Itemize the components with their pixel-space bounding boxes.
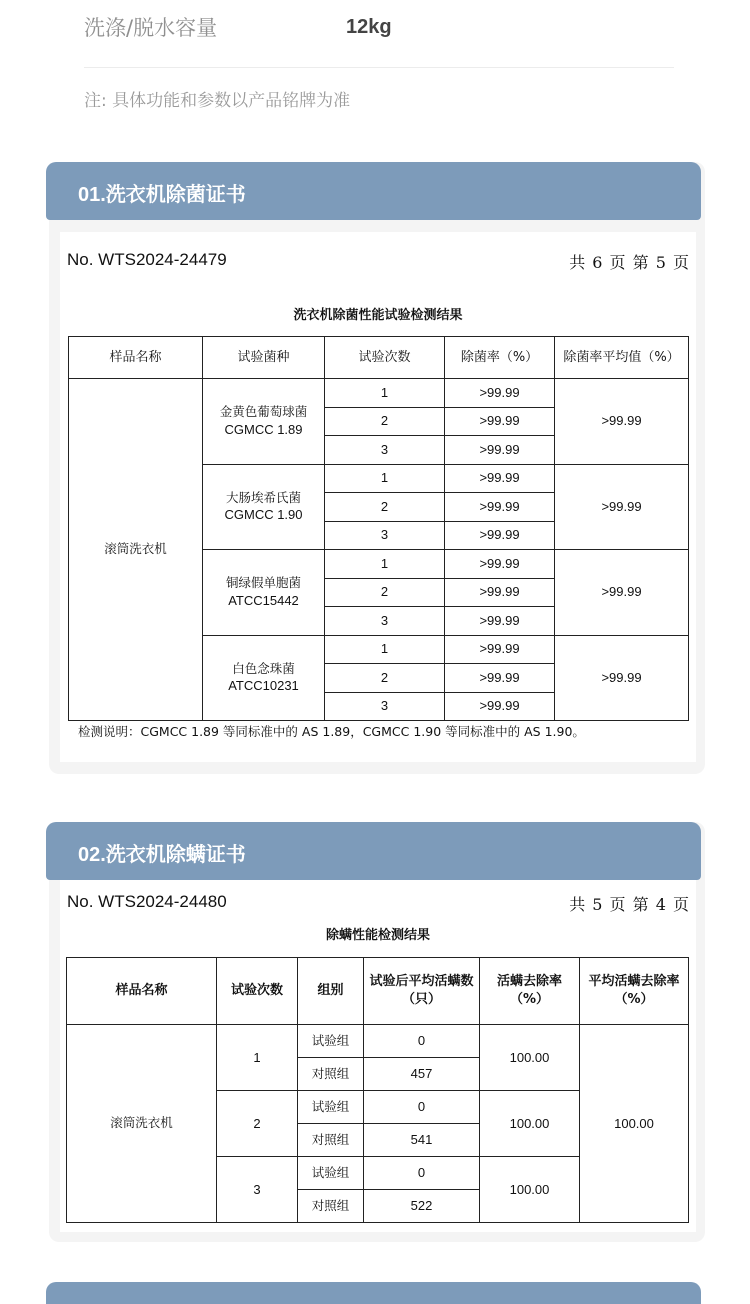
average-rate: >99.99	[555, 379, 689, 465]
column-header: 活螨去除率（%）	[480, 958, 580, 1025]
bacteria-cell	[203, 464, 325, 550]
mite-removal-results-table	[66, 957, 689, 1223]
section-header-title: 02.洗衣机除螨证书	[78, 844, 246, 866]
removal-rate: >99.99	[445, 635, 555, 664]
group-label: 对照组	[298, 1190, 364, 1223]
section-header	[46, 162, 701, 220]
removal-rate: >99.99	[445, 607, 555, 636]
column-header: 试验菌种	[203, 337, 325, 379]
run-number: 1	[325, 464, 445, 493]
capacity-label: 洗涤/脱水容量	[84, 16, 218, 40]
table-footnote: 检测说明：CGMCC 1.89 等同标准中的 AS 1.89，CGMCC 1.90 等同标准中的 AS 1.90。	[78, 724, 585, 739]
run-number: 2	[217, 1091, 298, 1157]
column-header: 除菌率平均值（%）	[555, 337, 689, 379]
certificate-number: No. WTS2024-24480	[67, 892, 227, 911]
bacteria-name: 白色念珠菌	[232, 660, 295, 676]
mite-count: 522	[364, 1190, 480, 1223]
bacteria-name: 大肠埃希氏菌	[225, 489, 301, 505]
sample-name-cell: 滚筒洗衣机	[67, 1025, 217, 1223]
run-number: 3	[325, 692, 445, 721]
removal-rate: >99.99	[445, 379, 555, 408]
table-title: 除螨性能检测结果	[325, 928, 430, 943]
removal-rate: 100.00	[480, 1157, 580, 1223]
column-header: 试验次数	[217, 958, 298, 1025]
bacteria-cell	[203, 635, 325, 721]
table-header-row	[67, 958, 689, 1025]
column-header: 样品名称	[67, 958, 217, 1025]
removal-rate: >99.99	[445, 493, 555, 522]
sample-name-cell: 滚筒洗衣机	[69, 379, 203, 721]
spec-note: 注: 具体功能和参数以产品铭牌为准	[84, 91, 351, 111]
sterilization-certificate-card	[49, 162, 705, 774]
certificate-page-info: 共 6 页 第 5 页	[569, 253, 690, 272]
bacteria-cell	[203, 379, 325, 465]
group-label: 对照组	[298, 1124, 364, 1157]
removal-rate: 100.00	[480, 1025, 580, 1091]
mite-count: 541	[364, 1124, 480, 1157]
average-rate: >99.99	[555, 464, 689, 550]
bacteria-code: ATCC10231	[228, 678, 299, 694]
run-number: 3	[325, 521, 445, 550]
average-rate: >99.99	[555, 550, 689, 636]
removal-rate: >99.99	[445, 578, 555, 607]
average-removal-rate: 100.00	[580, 1025, 689, 1223]
run-number: 3	[325, 607, 445, 636]
bacteria-name: 金黄色葡萄球菌	[219, 404, 308, 420]
removal-rate: >99.99	[445, 521, 555, 550]
column-header: 试验后平均活螨数（只）	[364, 958, 480, 1025]
mite-removal-certificate-card	[49, 822, 705, 1242]
run-number: 2	[325, 664, 445, 693]
removal-rate: >99.99	[445, 464, 555, 493]
table-title: 洗衣机除菌性能试验检测结果	[293, 308, 463, 323]
column-header: 平均活螨去除率（%）	[580, 958, 689, 1025]
bacteria-code: CGMCC 1.90	[224, 507, 303, 523]
run-number: 3	[217, 1157, 298, 1223]
mite-count: 457	[364, 1058, 480, 1091]
capacity-spec-row	[84, 10, 674, 68]
next-section-header	[46, 1282, 701, 1304]
run-number: 2	[325, 407, 445, 436]
section-header-title: 01.洗衣机除菌证书	[78, 184, 246, 206]
bacteria-cell	[203, 550, 325, 636]
group-label: 对照组	[298, 1058, 364, 1091]
table-row	[69, 379, 689, 408]
bacteria-code: ATCC15442	[228, 592, 299, 608]
certificate-page-info: 共 5 页 第 4 页	[569, 895, 690, 914]
removal-rate: >99.99	[445, 550, 555, 579]
certificate-document	[60, 232, 696, 762]
mite-count: 0	[364, 1025, 480, 1058]
column-header: 除菌率（%）	[445, 337, 555, 379]
bacteria-name: 铜绿假单胞菌	[225, 575, 301, 591]
mite-count: 0	[364, 1157, 480, 1190]
run-number: 2	[325, 578, 445, 607]
mite-count: 0	[364, 1091, 480, 1124]
capacity-value: 12kg	[346, 16, 392, 38]
column-header: 样品名称	[69, 337, 203, 379]
group-label: 试验组	[298, 1157, 364, 1190]
removal-rate: >99.99	[445, 692, 555, 721]
removal-rate: >99.99	[445, 407, 555, 436]
column-header: 组别	[298, 958, 364, 1025]
table-header-row	[69, 337, 689, 379]
average-rate: >99.99	[555, 635, 689, 721]
run-number: 3	[325, 436, 445, 465]
section-header	[46, 822, 701, 880]
group-label: 试验组	[298, 1025, 364, 1058]
bacteria-code: CGMCC 1.89	[224, 421, 303, 437]
group-label: 试验组	[298, 1091, 364, 1124]
run-number: 2	[325, 493, 445, 522]
removal-rate: >99.99	[445, 436, 555, 465]
run-number: 1	[217, 1025, 298, 1091]
run-number: 1	[325, 379, 445, 408]
certificate-number: No. WTS2024-24479	[67, 250, 227, 269]
table-row	[67, 1025, 689, 1058]
column-header: 试验次数	[325, 337, 445, 379]
removal-rate: >99.99	[445, 664, 555, 693]
removal-rate: 100.00	[480, 1091, 580, 1157]
sterilization-results-table	[68, 336, 689, 721]
run-number: 1	[325, 635, 445, 664]
certificate-document	[60, 880, 696, 1232]
run-number: 1	[325, 550, 445, 579]
